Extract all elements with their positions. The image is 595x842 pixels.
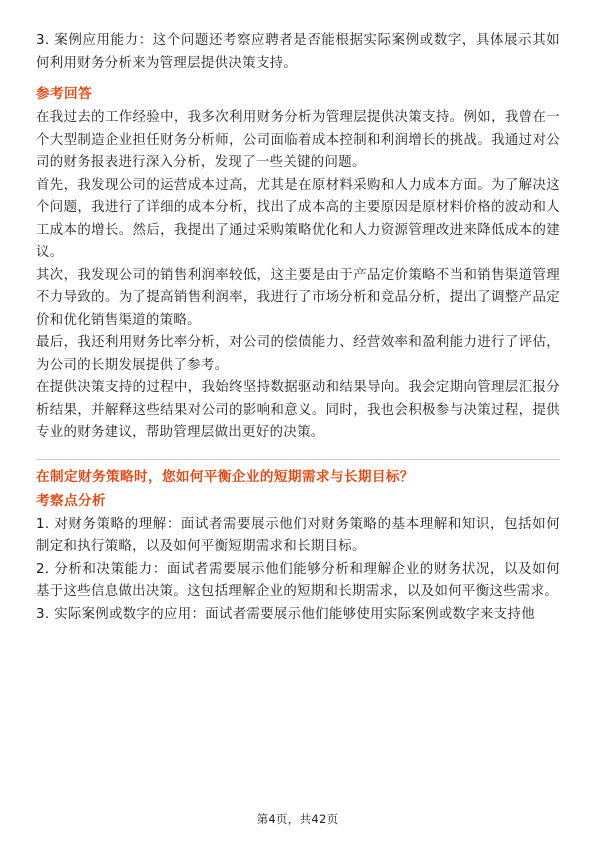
- answer-paragraph: 在提供决策支持的过程中，我始终坚持数据驱动和结果导向。我会定期向管理层汇报分析结果，并解释这些结果对公司的影响和意义。同时，我也会积极参与决策过程，提供专业的财务建议，帮助管理层做出更好的决策。: [36, 380, 560, 440]
- page-number: 第4页，共42页: [256, 812, 339, 826]
- analysis-heading: 考察点分析: [36, 492, 106, 509]
- answer-paragraph: 其次，我发现公司的销售利润率较低，这主要是由于产品定价策略不当和销售渠道管理不力导致的。为了提高销售利润率，我进行了市场分析和竞品分析，提出了调整产品定价和优化销售渠道的策略。: [36, 267, 560, 328]
- section-divider: [36, 459, 560, 460]
- reference-answer-heading: 参考回答: [36, 86, 92, 102]
- answer-paragraph: 最后，我还利用财务比率分析，对公司的偿债能力、经营效率和盈利能力进行了评估，为公司的长期发展提供了参考。: [36, 335, 560, 373]
- assessment-point: 2. 分析和决策能力：面试者需要展示他们能够分析和理解企业的财务状况，以及如何基于这些信息做出决策。这包括理解企业的短期和长期需求，以及如何平衡这些需求。: [36, 561, 560, 599]
- answer-paragraph: 首先，我发现公司的运营成本过高，尤其是在原材料采购和人力成本方面。为了解决这个问题，我进行了详细的成本分析，找出了成本高的主要原因是原材料价格的波动和人工成本的增长。然后，我提出了通过采购策略优化和人力资源管理改进来降低成本的建议。: [36, 177, 560, 260]
- assessment-point-3: 3. 案例应用能力：这个问题还考察应聘者是否能根据实际案例或数字，具体展示其如何利用财务分析来为管理层提供决策支持。: [36, 33, 560, 71]
- answer-paragraph: 在我过去的工作经验中，我多次利用财务分析为管理层提供决策支持。例如，我曾在一个大型制造企业担任财务分析师，公司面临着成本控制和利润增长的挑战。我通过对公司的财务报表进行深入分析，发现了一些关键的问题。: [36, 110, 560, 170]
- assessment-point: 3. 实际案例或数字的应用：面试者需要展示他们能够使用实际案例或数字来支持他: [36, 606, 536, 622]
- page-content: [36, 30, 560, 626]
- question-title: 在制定财务策略时，您如何平衡企业的短期需求与长期目标？: [36, 468, 414, 485]
- assessment-point: 1. 对财务策略的理解：面试者需要展示他们对财务策略的基本理解和知识，包括如何制定和执行策略，以及如何平衡短期需求和长期目标。: [36, 516, 560, 554]
